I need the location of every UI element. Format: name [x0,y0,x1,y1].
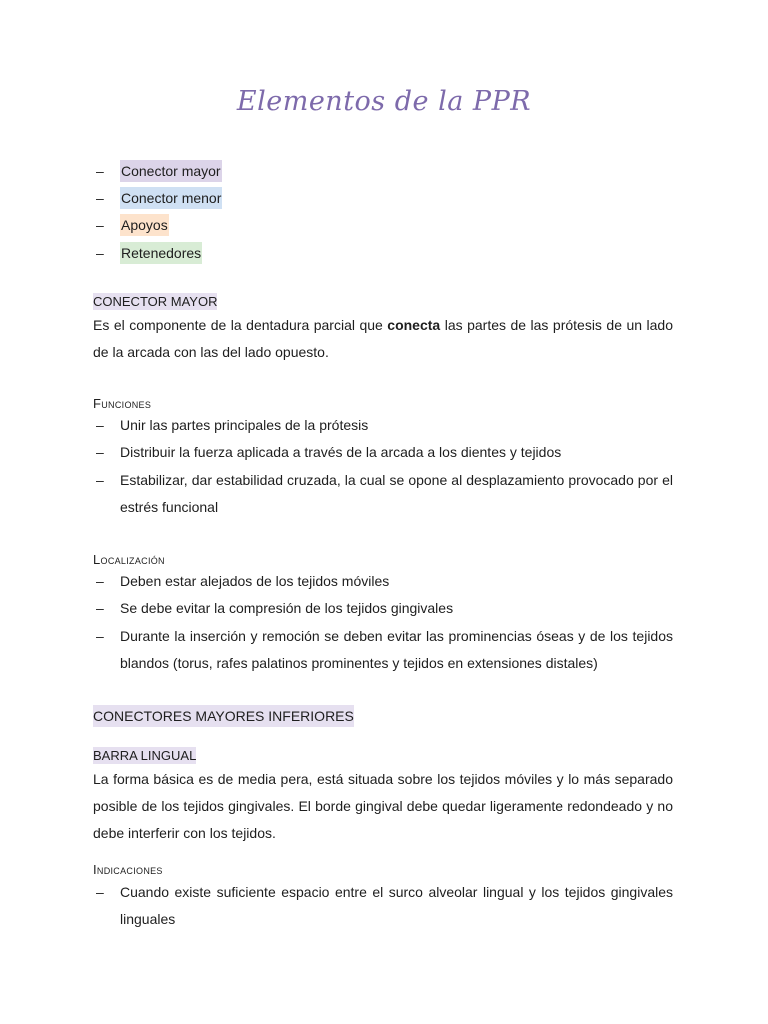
legend-item-conector-mayor [93,157,222,184]
list-item: – Cuando existe suficiente espacio entre el surco alveolar lingual y los tejidos gingivales linguales [93,879,673,934]
legend-label: Apoyos [120,214,169,236]
section-heading-conector-mayor [93,294,673,309]
indicaciones-list [93,879,673,934]
legend-item-retenedores [93,239,222,266]
legend-label: Conector mayor [120,160,222,182]
subheading-indicaciones: Indicaciones [93,862,163,877]
page-title: Elementos de la PPR [236,86,532,117]
legend-label: Retenedores [120,242,202,264]
definition-text: las partes de las prótesis de un lado de la arcada con las del lado opuesto. [93,317,674,360]
dash-bullet: – [96,162,104,179]
dash-bullet: – [96,189,104,206]
subheading-funciones: Funciones [93,396,152,411]
list-item: – Unir las partes principales de la prótesis [93,412,673,439]
dash-bullet: – [96,217,104,234]
definition-text: Es el componente de la dentadura parcial que [93,317,388,333]
list-item: – Durante la inserción y remoción se deben evitar las prominencias óseas y de los tejidos blandos (torus, rafes palatinos prominentes y tejidos en extensiones distales) [93,623,673,678]
dash-bullet: – [96,244,104,261]
subheading-localizacion: Localización [93,552,165,567]
list-item: – Estabilizar, dar estabilidad cruzada, la cual se opone al desplazamiento provocado por el estrés funcional [93,467,673,522]
section-heading-inferiores [93,708,673,724]
heading-text: BARRA LINGUAL [93,748,197,763]
legend-item-apoyos [93,212,222,239]
legend-item-conector-menor [93,184,222,211]
funciones-list [93,412,673,521]
legend-list [93,157,222,266]
legend-label: Conector menor [120,187,222,209]
definition-bold: conecta [387,317,441,333]
heading-text: CONECTOR MAYOR [93,294,218,309]
heading-text: CONECTORES MAYORES INFERIORES [93,705,354,727]
section-heading-barra-lingual [93,748,673,763]
list-item: – Distribuir la fuerza aplicada a través de la arcada a los dientes y tejidos [93,439,673,466]
list-item: – Se debe evitar la compresión de los tejidos gingivales [93,595,673,622]
list-item: – Deben estar alejados de los tejidos móviles [93,568,673,595]
conector-mayor-definition [93,312,673,366]
localizacion-list [93,568,673,677]
barra-lingual-text: La forma básica es de media pera, está situada sobre los tejidos móviles y lo más separado posible de los tejidos gingivales. El borde gingival debe quedar ligeramente redondeado y no debe interferir con los tejidos. [93,771,673,841]
